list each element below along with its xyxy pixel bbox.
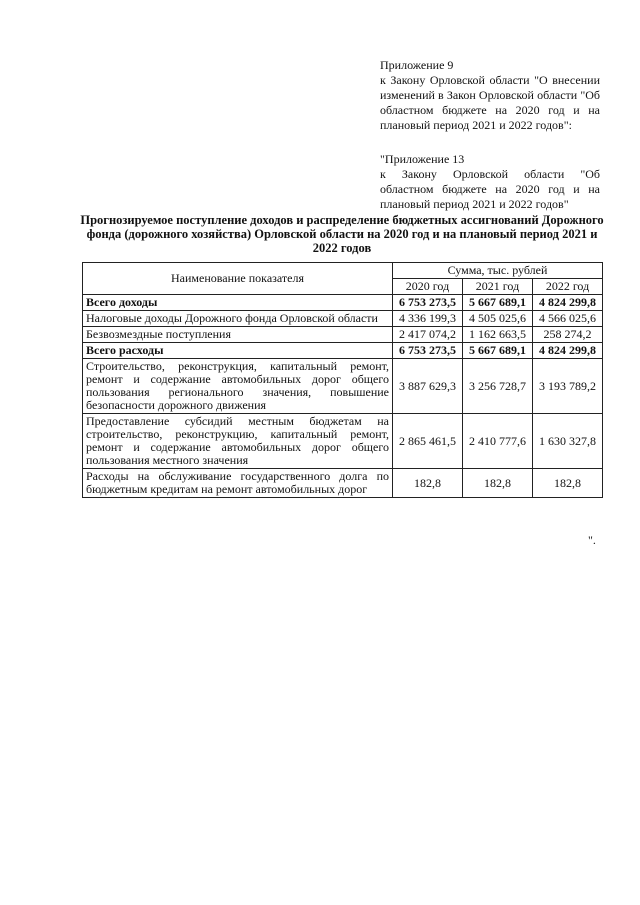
table-row-total-income xyxy=(83,295,603,311)
row-value-2022: 1 630 327,8 xyxy=(533,414,603,469)
row-value-2021: 5 667 689,1 xyxy=(463,343,533,359)
row-value-2022: 182,8 xyxy=(533,469,603,498)
row-value-2022: 4 824 299,8 xyxy=(533,295,603,311)
table-row-total-expenses xyxy=(83,343,603,359)
row-value-2021: 2 410 777,6 xyxy=(463,414,533,469)
row-value-2022: 258 274,2 xyxy=(533,327,603,343)
row-value-2022: 3 193 789,2 xyxy=(533,359,603,414)
header-year-2021: 2021 год xyxy=(463,279,533,295)
table-header-row xyxy=(83,263,603,279)
row-value-2020: 6 753 273,5 xyxy=(393,343,463,359)
table-row-local-subsidies xyxy=(83,414,603,469)
table-row-regional-roads xyxy=(83,359,603,414)
table-row-tax-income xyxy=(83,311,603,327)
row-value-2020: 3 887 629,3 xyxy=(393,359,463,414)
header-year-2020: 2020 год xyxy=(393,279,463,295)
row-value-2021: 4 505 025,6 xyxy=(463,311,533,327)
budget-table xyxy=(82,262,603,498)
header-indicator-name: Наименование показателя xyxy=(83,263,393,295)
header-year-2022: 2022 год xyxy=(533,279,603,295)
row-value-2020: 4 336 199,3 xyxy=(393,311,463,327)
row-name: Налоговые доходы Дорожного фонда Орловской области xyxy=(83,311,393,327)
row-name: Предоставление субсидий местным бюджетам на строительство, реконструкцию, капитальный ремонт, ремонт и содержание автомобильных дорог общего пользования местного значения xyxy=(83,414,393,469)
row-value-2020: 2 865 461,5 xyxy=(393,414,463,469)
row-name: Расходы на обслуживание государственного долга по бюджетным кредитам на ремонт автомобильных дорог xyxy=(83,469,393,498)
annex-9-block xyxy=(380,58,600,133)
row-value-2021: 1 162 663,5 xyxy=(463,327,533,343)
row-value-2020: 182,8 xyxy=(393,469,463,498)
annex-9-title: Приложение 9 xyxy=(380,58,454,72)
annex-13-title: "Приложение 13 xyxy=(380,152,465,166)
annex-13-text: к Закону Орловской области "Об областном бюджете на 2020 год и на плановый период 2021 и 2022 годов" xyxy=(380,167,600,211)
row-value-2022: 4 566 025,6 xyxy=(533,311,603,327)
row-name: Безвозмездные поступления xyxy=(83,327,393,343)
row-value-2021: 5 667 689,1 xyxy=(463,295,533,311)
row-value-2021: 3 256 728,7 xyxy=(463,359,533,414)
row-name: Строительство, реконструкция, капитальный ремонт, ремонт и содержание автомобильных дорог общего пользования регионального значения, повышение безопасности дорожного движения xyxy=(83,359,393,414)
document-title: Прогнозируемое поступление доходов и распределение бюджетных ассигнований Дорожного фонда (дорожного хозяйства) Орловской области на 2020 год и на плановый период 2021 и 2022 годов xyxy=(80,213,604,255)
header-sum: Сумма, тыс. рублей xyxy=(393,263,603,279)
annex-9-text: к Закону Орловской области "О внесении изменений в Закон Орловской области "Об областном бюджете на 2020 год и на плановый период 2021 и 2022 годов": xyxy=(380,73,600,132)
row-name: Всего расходы xyxy=(83,343,393,359)
table-row-gratuitous-receipts xyxy=(83,327,603,343)
annex-13-block xyxy=(380,152,600,212)
row-value-2022: 4 824 299,8 xyxy=(533,343,603,359)
row-value-2021: 182,8 xyxy=(463,469,533,498)
row-value-2020: 6 753 273,5 xyxy=(393,295,463,311)
row-name: Всего доходы xyxy=(83,295,393,311)
closing-quote-mark: ". xyxy=(588,533,596,547)
table-row-debt-service xyxy=(83,469,603,498)
row-value-2020: 2 417 074,2 xyxy=(393,327,463,343)
